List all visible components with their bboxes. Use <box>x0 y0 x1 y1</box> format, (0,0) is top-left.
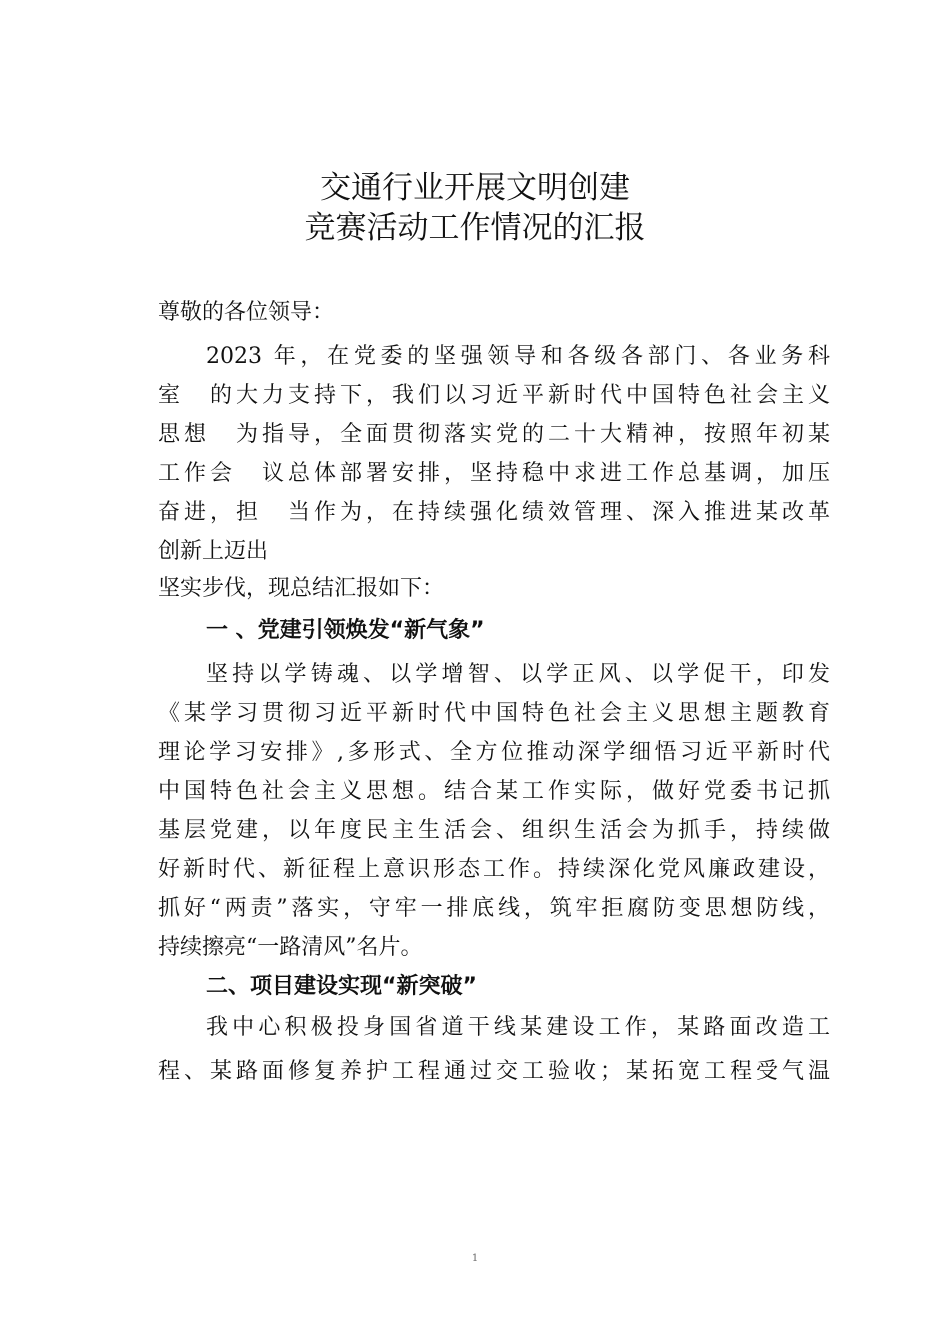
intro-line-1: 2023 年，在党委的坚强领导和各级各部门、各业务科 <box>206 344 830 369</box>
intro-line-2: 室 的大力支持下，我们以习近平新时代中国特色社会主义 <box>158 383 830 408</box>
section-1-line-8: 持续擦亮“一路清风”名片。 <box>158 935 423 960</box>
section-1-line-1: 坚持以学铸魂、以学增智、以学正风、以学促干，印发 <box>206 662 830 687</box>
section-2-heading: 二、项目建设实现“新突破” <box>206 974 477 999</box>
section-1-line-3: 理论学习安排》,多形式、全方位推动深学细悟习近平新时代 <box>158 740 830 765</box>
intro-line-7: 坚实步伐，现总结汇报如下： <box>158 576 445 601</box>
intro-line-5: 奋进，担 当作为，在持续强化绩效管理、深入推进某改革 <box>158 500 830 525</box>
page-number: 1 <box>471 1253 479 1264</box>
intro-line-3: 思想 为指导，全面贯彻落实党的二十大精神，按照年初某 <box>158 422 830 447</box>
section-1-line-5: 基层党建，以年度民主生活会、组织生活会为抓手，持续做 <box>158 818 830 843</box>
document-title-line-1: 交通行业开展文明创建 <box>320 170 630 206</box>
section-2-line-2: 程、某路面修复养护工程通过交工验收；某拓宽工程受气温 <box>158 1059 830 1084</box>
section-1-heading: 一 、党建引领焕发“新气象” <box>206 618 485 643</box>
section-1-line-2: 《某学习贯彻习近平新时代中国特色社会主义思想主题教育 <box>158 701 830 726</box>
salutation: 尊敬的各位领导： <box>158 300 335 325</box>
section-1-line-4: 中国特色社会主义思想。结合某工作实际，做好党委书记抓 <box>158 779 830 804</box>
section-1-line-6: 好新时代、新征程上意识形态工作。持续深化党风廉政建设， <box>158 857 830 882</box>
intro-line-6: 创新上迈出 <box>158 539 269 564</box>
document-title-line-2: 竞赛活动工作情况的汇报 <box>304 210 646 246</box>
intro-line-4: 工作会 议总体部署安排，坚持稳中求进工作总基调，加压 <box>158 461 830 486</box>
section-1-line-7: 抓好“两责”落实，守牢一排底线，筑牢拒腐防变思想防线， <box>158 896 830 921</box>
section-2-line-1: 我中心积极投身国省道干线某建设工作，某路面改造工 <box>206 1015 830 1040</box>
